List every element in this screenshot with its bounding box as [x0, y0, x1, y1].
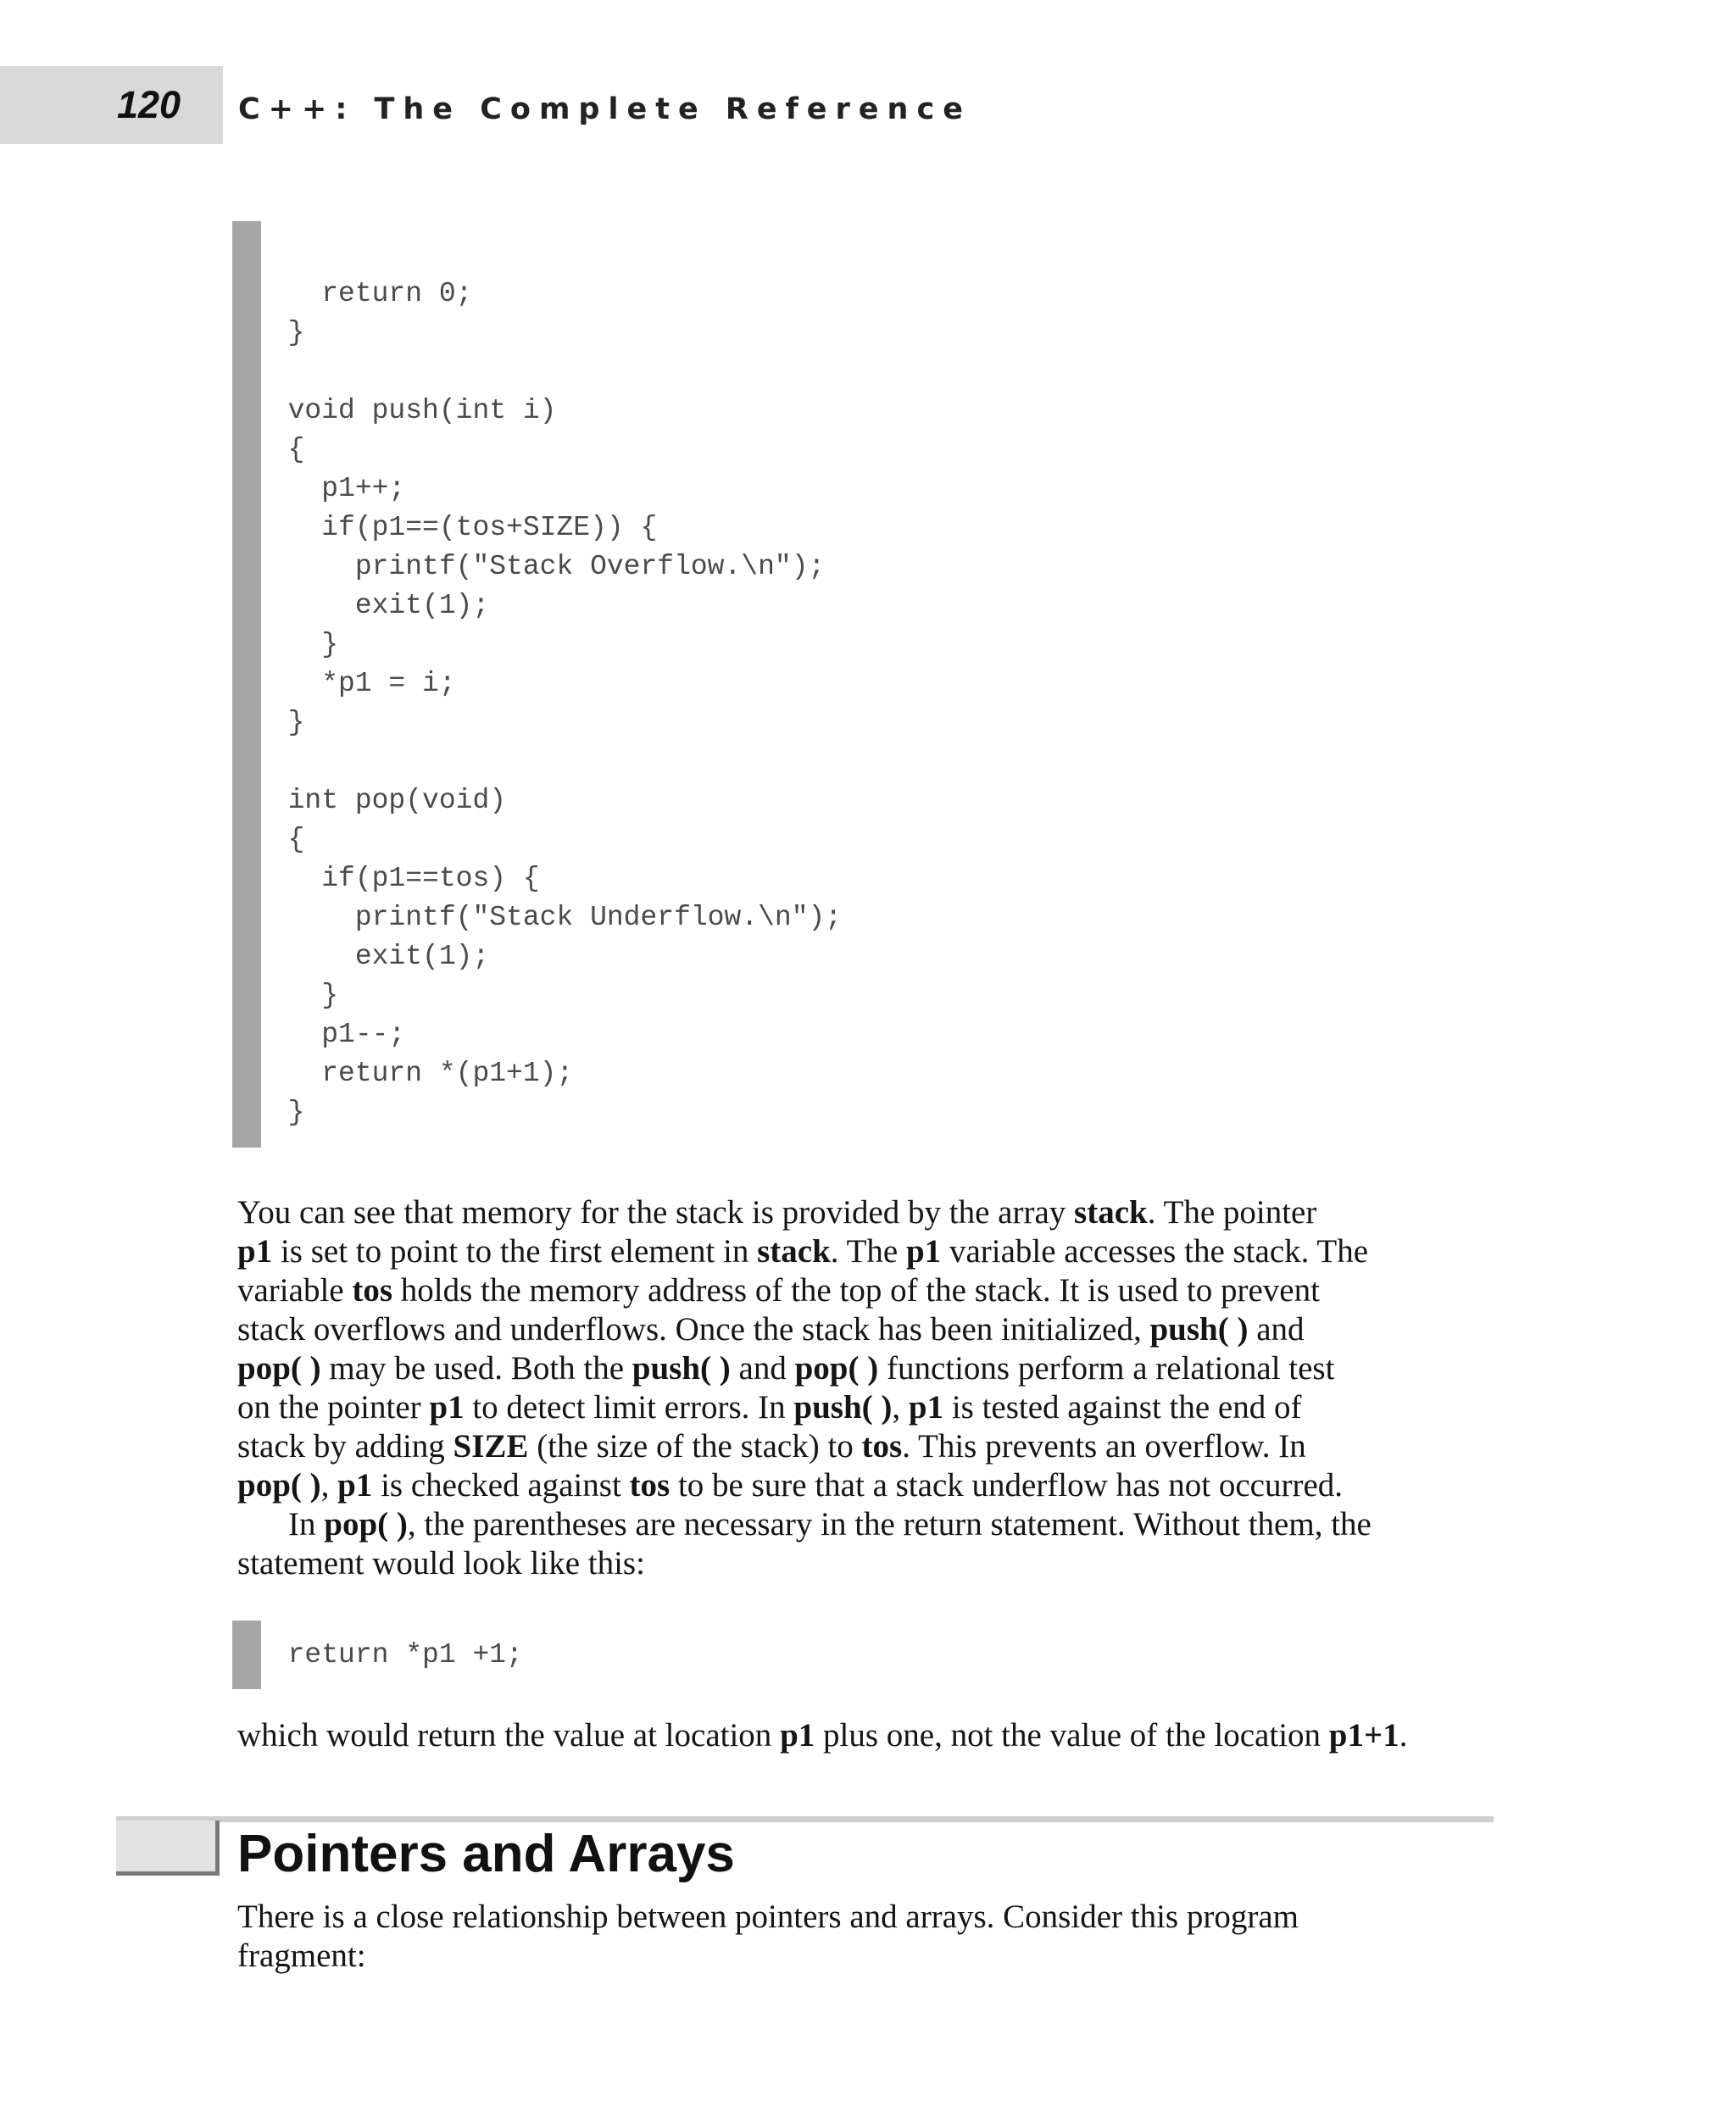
code-line: } — [254, 317, 305, 348]
code-term: tos — [352, 1272, 393, 1309]
paragraph-stack-explanation — [237, 1193, 1492, 1505]
code-line: if(p1==(tos+SIZE)) { — [254, 512, 658, 543]
code-line: printf("Stack Overflow.\n"); — [254, 551, 826, 582]
text-line — [237, 1310, 1492, 1349]
text-run: functions perform a relational test — [878, 1350, 1335, 1387]
text-run: variable accesses the stack. The — [941, 1233, 1369, 1270]
text-run: and — [1248, 1311, 1305, 1348]
code-line: return *p1 +1; — [254, 1639, 523, 1671]
text-run: plus one, not the value of the location — [815, 1717, 1329, 1754]
text-line — [237, 1544, 1492, 1583]
text-run: In — [288, 1506, 325, 1543]
text-run: stack by adding — [237, 1428, 453, 1465]
paragraph-parentheses-note — [237, 1505, 1492, 1583]
text-run: , — [320, 1467, 338, 1504]
code-line: return *(p1+1); — [254, 1058, 574, 1089]
code-block-return-statement — [254, 1636, 523, 1675]
code-line: p1--; — [254, 1019, 406, 1050]
code-line: int pop(void) — [254, 785, 507, 816]
code-term: pop( ) — [237, 1467, 321, 1504]
text-run: There is a close relationship between pointers and arrays. Consider this program — [237, 1899, 1299, 1935]
text-line — [237, 1271, 1492, 1310]
text-line — [237, 1349, 1492, 1388]
text-line — [237, 1937, 1492, 1976]
code-line: { — [254, 434, 305, 465]
text-run: is set to point to the first element in — [272, 1233, 758, 1270]
text-run: . This prevents an overflow. In — [902, 1428, 1306, 1465]
text-line — [237, 1898, 1492, 1937]
text-run: which would return the value at location — [237, 1717, 781, 1754]
code-term: stack — [1074, 1194, 1148, 1231]
code-block-stack-functions — [254, 275, 842, 1132]
text-run: statement would look like this: — [237, 1545, 645, 1582]
text-run: on the pointer — [237, 1389, 430, 1426]
code-term: p1 — [337, 1467, 373, 1504]
running-header-title: C++: The Complete Reference — [238, 92, 971, 126]
text-run: holds the memory address of the top of the stack. It is used to prevent — [392, 1272, 1320, 1309]
section-heading: Pointers and Arrays — [237, 1825, 735, 1883]
page-number: 120 — [117, 83, 181, 126]
code-term: pop( ) — [324, 1506, 408, 1543]
text-run: fragment: — [237, 1937, 366, 1974]
text-line — [237, 1466, 1492, 1505]
section-marker-box — [116, 1821, 220, 1876]
code-term: pop( ) — [237, 1350, 321, 1387]
code-line: exit(1); — [254, 590, 490, 621]
code-term: SIZE — [453, 1428, 529, 1465]
code-term: p1 — [237, 1233, 273, 1270]
code-term: push( ) — [793, 1389, 893, 1426]
code-line: printf("Stack Underflow.\n"); — [254, 902, 843, 933]
code-line: } — [254, 629, 339, 660]
text-run: (the size of the stack) to — [528, 1428, 862, 1465]
code-line: } — [254, 707, 305, 738]
code-term: tos — [629, 1467, 670, 1504]
code-term: push( ) — [1149, 1311, 1249, 1348]
text-run: . The pointer — [1147, 1194, 1317, 1231]
text-run: . The — [830, 1233, 906, 1270]
code-term: p1 — [780, 1717, 815, 1754]
code-term: pop( ) — [794, 1350, 879, 1387]
text-run: to detect limit errors. In — [464, 1389, 794, 1426]
text-run: , — [892, 1389, 909, 1426]
code-term: tos — [861, 1428, 903, 1465]
text-run: . — [1399, 1717, 1408, 1754]
paragraph-pointers-arrays-intro — [237, 1898, 1492, 1976]
code-term: p1 — [908, 1389, 944, 1426]
code-line: return 0; — [254, 278, 473, 309]
text-run: is tested against the end of — [943, 1389, 1302, 1426]
code-term: stack — [757, 1233, 831, 1270]
text-run: may be used. Both the — [320, 1350, 632, 1387]
text-line — [237, 1232, 1492, 1271]
code-line: p1++; — [254, 473, 406, 504]
text-line — [237, 1388, 1492, 1427]
text-run: is checked against — [372, 1467, 630, 1504]
text-run: to be sure that a stack underflow has not occurred. — [670, 1467, 1344, 1504]
text-line — [237, 1716, 1492, 1755]
text-line — [237, 1193, 1492, 1232]
code-line: if(p1==tos) { — [254, 863, 540, 894]
code-term: p1+1 — [1328, 1717, 1399, 1754]
code-line: } — [254, 1097, 305, 1128]
text-run: You can see that memory for the stack is provided by the array — [237, 1194, 1075, 1231]
text-line — [237, 1505, 1492, 1544]
code-term: push( ) — [632, 1350, 731, 1387]
page-number-box — [0, 66, 223, 144]
code-term: p1 — [905, 1233, 942, 1270]
text-run: , the parentheses are necessary in the return statement. Without them, the — [407, 1506, 1372, 1543]
text-run: stack overflows and underflows. Once the stack has been initialized, — [237, 1311, 1150, 1348]
code-line: exit(1); — [254, 941, 490, 972]
text-run: and — [730, 1350, 795, 1387]
code-line: } — [254, 980, 339, 1011]
code-term: p1 — [429, 1389, 465, 1426]
code-line: void push(int i) — [254, 395, 557, 426]
code-line: *p1 = i; — [254, 668, 456, 699]
text-line — [237, 1427, 1492, 1466]
text-run: variable — [237, 1272, 353, 1309]
paragraph-return-value-note — [237, 1716, 1492, 1755]
code-line: { — [254, 824, 305, 855]
